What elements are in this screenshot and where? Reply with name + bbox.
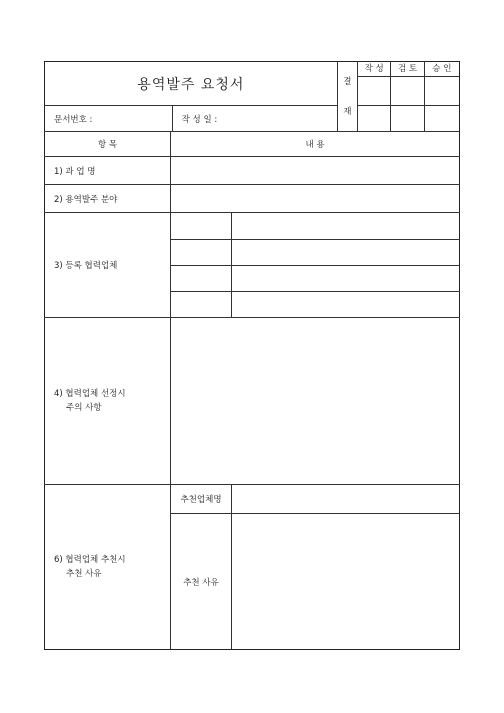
approval-sign-writer[interactable] <box>357 106 390 132</box>
row-selection-caution-value[interactable] <box>171 318 460 485</box>
date-field[interactable]: 작 성 일 : <box>172 106 337 132</box>
recommendation-line1: 6) 협력업체 추천시 <box>54 554 126 565</box>
partner-value-4[interactable] <box>232 291 460 317</box>
partner-index-4[interactable] <box>171 291 232 317</box>
partner-index-3[interactable] <box>171 265 232 291</box>
recommendation-reason-value[interactable] <box>232 514 460 650</box>
approval-side-top: 결 <box>343 76 352 87</box>
body-table <box>44 131 460 650</box>
doc-number-field[interactable]: 문서번호 : <box>45 106 173 132</box>
approval-side-bottom: 재 <box>343 106 352 117</box>
row-registered-partner-label: 3) 등록 협력업체 <box>45 213 171 318</box>
selection-caution-line2: 주의 사항 <box>66 402 102 413</box>
recommended-company-value[interactable] <box>232 484 460 513</box>
row-service-field-value[interactable] <box>171 185 460 213</box>
partner-value-2[interactable] <box>232 239 460 265</box>
approval-sign-reviewer[interactable] <box>391 106 424 132</box>
header-table <box>44 61 460 132</box>
column-item-header: 항 목 <box>45 132 171 157</box>
row-service-field-label: 2) 용역발주 분야 <box>45 185 171 213</box>
recommendation-reason-label: 추천 사유 <box>171 514 232 650</box>
approval-cell-approver[interactable] <box>424 62 459 106</box>
approval-sign-approver[interactable] <box>424 106 459 132</box>
partner-value-1[interactable] <box>232 213 460 239</box>
recommended-company-label: 추천업체명 <box>171 484 232 513</box>
approval-header-writer: 작 성 <box>358 62 390 77</box>
row-selection-caution-label <box>45 318 171 485</box>
approval-header-approver: 승 인 <box>425 62 459 77</box>
column-content-header: 내 용 <box>171 132 460 157</box>
approval-cell-writer[interactable] <box>357 62 390 106</box>
approval-cell-reviewer[interactable] <box>391 62 424 106</box>
approval-side-label <box>337 62 357 132</box>
row-recommendation-label <box>45 484 171 649</box>
partner-value-3[interactable] <box>232 265 460 291</box>
row-task-name-value[interactable] <box>171 157 460 185</box>
form-title: 용역발주 요청서 <box>45 62 338 106</box>
partner-index-2[interactable] <box>171 239 232 265</box>
row-task-name-label: 1) 과 업 명 <box>45 157 171 185</box>
recommendation-line2: 추천 사유 <box>66 568 102 579</box>
approval-header-reviewer: 검 토 <box>391 62 423 77</box>
partner-index-1[interactable] <box>171 213 232 239</box>
selection-caution-line1: 4) 협력업체 선정시 <box>54 388 126 399</box>
